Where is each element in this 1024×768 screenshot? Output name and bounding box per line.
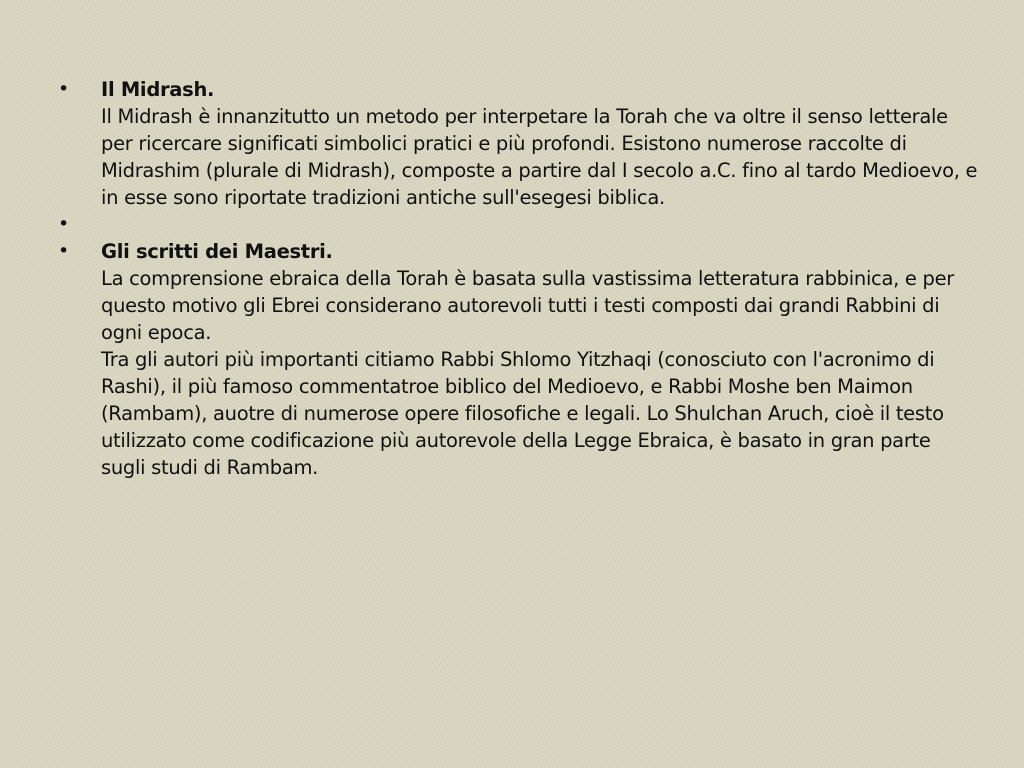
bullet-dot-icon: • — [58, 240, 69, 262]
bullet-item-maestri — [58, 238, 978, 481]
empty-line — [101, 211, 978, 238]
bullet-list — [58, 76, 978, 481]
item-title: Il Midrash. — [101, 78, 215, 101]
item-paragraph: Tra gli autori più importanti citiamo Rabbi Shlomo Yitzhaqi (conosciuto con l'acronimo di Rashi), il più famoso commentatroe biblico del Medioevo, e Rabbi Moshe ben Maimon (Rambam), auotre di numerose opere filosofiche e legali. Lo Shulchan Aruch, cioè il testo utilizzato come codificazione più autorevole della Legge Ebraica, è basato in gran parte sugli studi di Rambam. — [101, 348, 944, 479]
item-paragraph: Il Midrash è innanzitutto un metodo per interpetare la Torah che va oltre il senso letterale per ricercare significati simbolici pratici e più profondi. Esistono numerose raccolte di Midrashim (plurale di Midrash), composte a partire dal I secolo a.C. fino al tardo Medioevo, e in esse sono riportate tradizioni antiche sull'esegesi biblica. — [101, 105, 978, 209]
bullet-dot-icon: • — [58, 213, 69, 235]
bullet-item-midrash — [58, 76, 978, 211]
item-paragraph: La comprensione ebraica della Torah è basata sulla vastissima letteratura rabbinica, e per questo motivo gli Ebrei considerano autorevoli tutti i testi composti dai grandi Rabbini di ogni epoca. — [101, 267, 955, 344]
item-title: Gli scritti dei Maestri. — [101, 240, 333, 263]
bullet-dot-icon: • — [58, 78, 69, 100]
bullet-item-empty — [58, 211, 978, 238]
